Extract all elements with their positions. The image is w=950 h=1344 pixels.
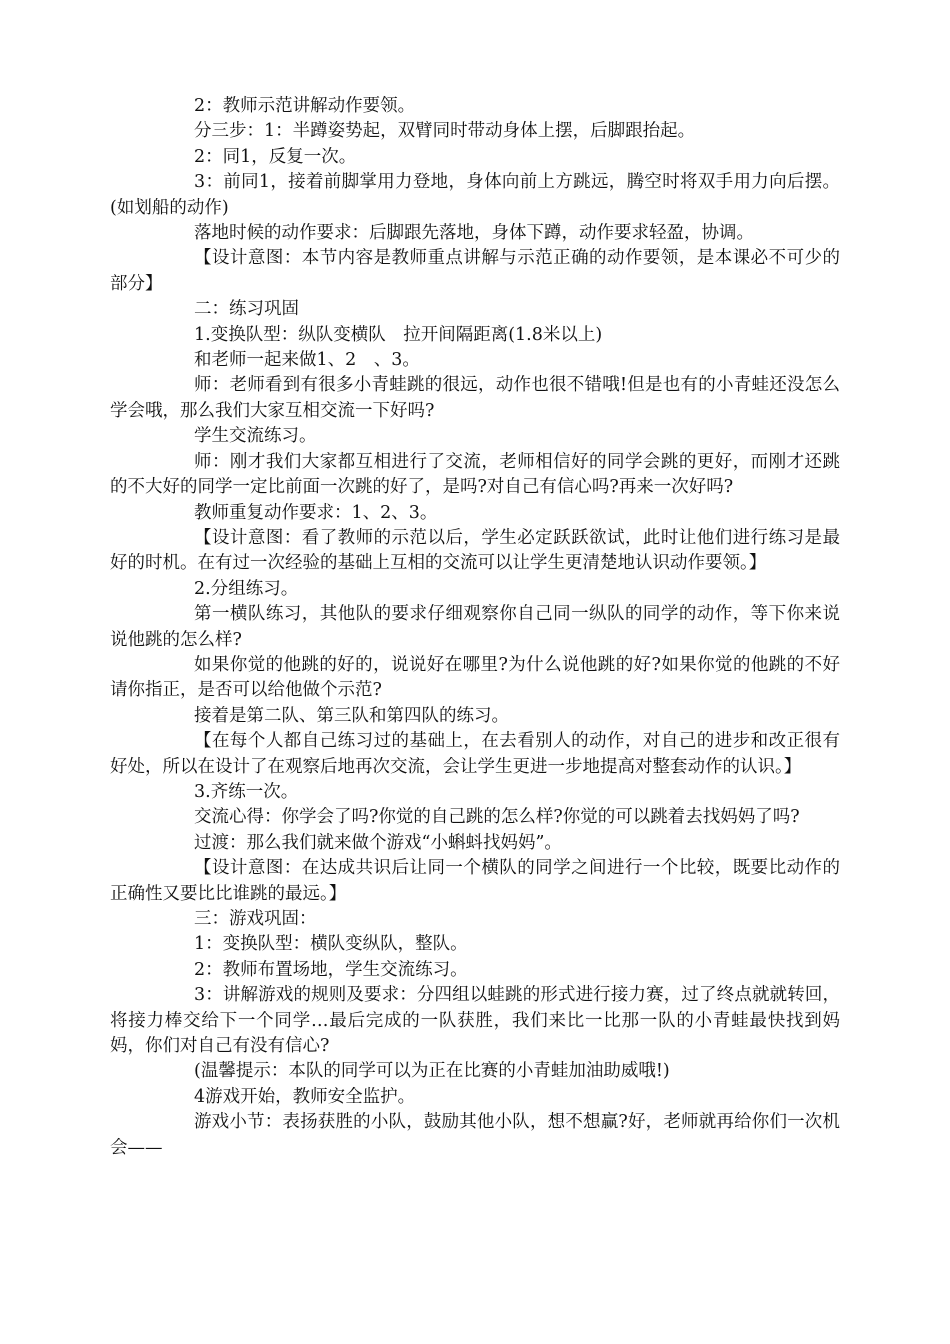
paragraph: 4游戏开始，教师安全监护。 — [194, 1086, 416, 1107]
paragraph: 如果你觉的他跳的好的，说说好在哪里?为什么说他跳的好?如果你觉的他跳的不好请你指正，是否可以给他做个示范? — [110, 654, 840, 701]
paragraph: 2.分组练习。 — [194, 578, 299, 599]
paragraph: 游戏小节：表扬获胜的小队，鼓励其他小队，想不想赢?好，老师就再给你们一次机会—— — [110, 1112, 840, 1158]
paragraph: 3：讲解游戏的规则及要求：分四组以蛙跳的形式进行接力赛，过了终点就就转回，将接力棒交给下一个同学…最后完成的一队获胜，我们来比一比那一队的小青蛙最快找到妈妈，你们对自己有没有信心? — [110, 985, 840, 1057]
paragraph: 二：练习巩固 — [194, 299, 299, 320]
paragraph: 2：教师布置场地，学生交流练习。 — [194, 959, 468, 980]
paragraph: 分三步：1：半蹲姿势起，双臂同时带动身体上摆，后脚跟抬起。 — [194, 121, 696, 142]
paragraph: 过渡：那么我们就来做个游戏“小蝌蚪找妈妈”。 — [194, 832, 562, 853]
paragraph: 师：老师看到有很多小青蛙跳的很远，动作也很不错哦!但是也有的小青蛙还没怎么学会哦，那么我们大家互相交流一下好吗? — [110, 375, 840, 421]
paragraph: 1.变换队型：纵队变横队 拉开间隔距离(1.8米以上) — [194, 324, 603, 345]
paragraph: 第一横队练习，其他队的要求仔细观察你自己同一纵队的同学的动作，等下你来说说他跳的怎么样? — [110, 604, 840, 650]
paragraph: 3：前同1，接着前脚掌用力登地，身体向前上方跳远，腾空时将双手用力向后摆。(如划船的动作) — [110, 172, 840, 218]
paragraph: 落地时候的动作要求：后脚跟先落地，身体下蹲，动作要求轻盈，协调。 — [194, 223, 754, 244]
paragraph: 【设计意图：在达成共识后让同一个横队的同学之间进行一个比较，既要比动作的正确性又要比比谁跳的最远。】 — [110, 858, 840, 904]
paragraph: (温馨提示：本队的同学可以为正在比赛的小青蛙加油助威哦!) — [194, 1061, 670, 1082]
paragraph: 【设计意图：本节内容是教师重点讲解与示范正确的动作要领，是本课必不可少的部分】 — [110, 248, 840, 294]
paragraph: 师：刚才我们大家都互相进行了交流，老师相信好的同学会跳的更好，而刚才还跳的不大好的同学一定比前面一次跳的好了，是吗?对自己有信心吗?再来一次好吗? — [110, 451, 840, 498]
paragraph: 1：变换队型：横队变纵队，整队。 — [194, 934, 468, 955]
paragraph: 2：同1，反复一次。 — [194, 146, 357, 167]
paragraph: 【设计意图：看了教师的示范以后，学生必定跃跃欲试，此时让他们进行练习是最好的时机。在有过一次经验的基础上互相的交流可以让学生更清楚地认识动作要领。】 — [110, 527, 840, 574]
document-body — [110, 94, 840, 1161]
paragraph: 3.齐练一次。 — [194, 781, 299, 802]
paragraph: 2：教师示范讲解动作要领。 — [194, 96, 416, 116]
paragraph: 【在每个人都自己练习过的基础上，在去看别人的动作，对自己的进步和改正很有好处，所以在设计了在观察后地再次交流，会让学生更进一步地提高对整套动作的认识。】 — [110, 731, 840, 777]
paragraph: 教师重复动作要求：1、2、3。 — [194, 502, 438, 523]
paragraph: 三：游戏巩固： — [194, 909, 317, 929]
paragraph: 交流心得：你学会了吗?你觉的自己跳的怎么样?你觉的可以跳着去找妈妈了吗? — [194, 807, 800, 828]
paragraph: 学生交流练习。 — [194, 426, 317, 447]
paragraph: 接着是第二队、第三队和第四队的练习。 — [194, 705, 509, 726]
paragraph: 和老师一起来做1、2 、3。 — [194, 350, 420, 371]
